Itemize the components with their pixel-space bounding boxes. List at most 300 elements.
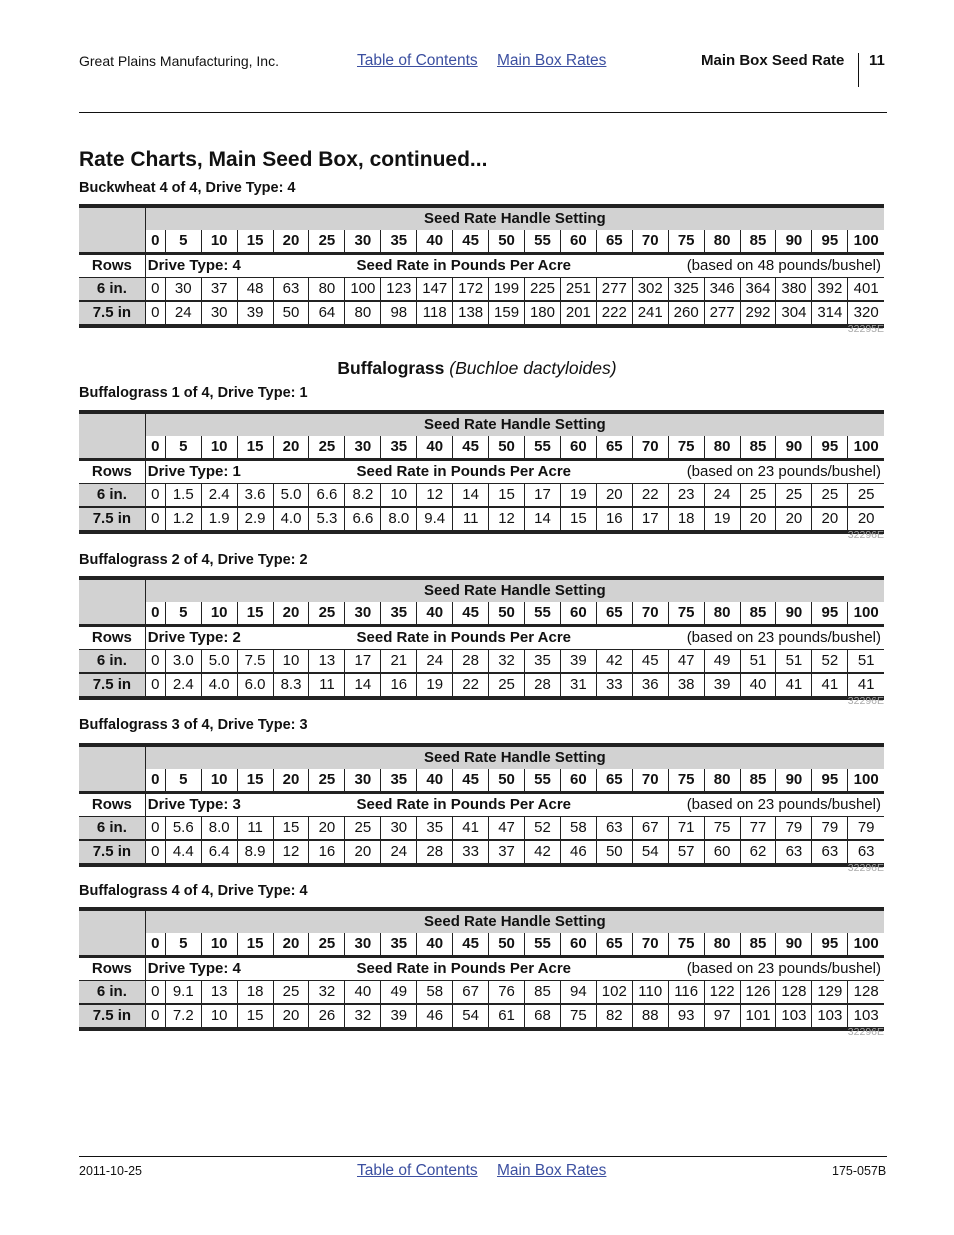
setting-value: 35	[381, 602, 417, 626]
settings-row	[79, 933, 884, 957]
setting-value: 40	[417, 602, 453, 626]
rate-cell: 37	[489, 840, 525, 865]
rate-cell: 12	[417, 484, 453, 508]
setting-value: 10	[201, 436, 237, 460]
labels-row	[79, 957, 884, 981]
rate-cell: 24	[381, 840, 417, 865]
setting-value: 95	[812, 602, 848, 626]
rate-cell: 88	[632, 1004, 668, 1029]
rate-cell: 6.0	[237, 673, 273, 698]
table-caption: Buffalograss 3 of 4, Drive Type: 3	[79, 717, 308, 733]
rate-cell: 63	[596, 817, 632, 841]
rate-cell: 75	[560, 1004, 596, 1029]
rate-cell: 20	[273, 1004, 309, 1029]
rate-cell: 52	[812, 650, 848, 674]
rate-cell: 16	[381, 673, 417, 698]
rate-cell: 25	[489, 673, 525, 698]
rate-cell: 9.1	[165, 981, 201, 1005]
page-title: Rate Charts, Main Seed Box, continued...	[79, 148, 488, 171]
rate-cell: 14	[345, 673, 381, 698]
rows-label: Rows	[79, 626, 145, 650]
setting-value: 70	[632, 602, 668, 626]
setting-value: 40	[417, 436, 453, 460]
rows-label: Rows	[79, 254, 145, 278]
drive-type-label: Drive Type: 4	[147, 960, 241, 977]
table-caption: Buckwheat 4 of 4, Drive Type: 4	[79, 180, 296, 196]
rate-cell: 7.5	[237, 650, 273, 674]
setting-value: 30	[345, 436, 381, 460]
setting-value: 75	[668, 436, 704, 460]
setting-value: 55	[525, 436, 561, 460]
rate-cell: 0	[145, 981, 165, 1005]
table-row	[79, 650, 884, 674]
rate-cell: 45	[632, 650, 668, 674]
labels-cell	[145, 793, 884, 817]
rate-cell: 31	[560, 673, 596, 698]
rate-cell: 325	[668, 278, 704, 302]
setting-value: 25	[309, 436, 345, 460]
setting-value: 0	[145, 602, 165, 626]
header-rule	[79, 112, 887, 113]
table-row	[79, 981, 884, 1005]
rate-cell: 4.4	[165, 840, 201, 865]
seed-rate-label: Seed Rate in Pounds Per Acre	[356, 629, 572, 646]
row-spacing-label: 6 in.	[79, 817, 145, 841]
setting-value: 60	[560, 436, 596, 460]
setting-value: 25	[309, 769, 345, 793]
rate-cell: 16	[309, 840, 345, 865]
header-title-row	[79, 206, 884, 230]
rate-cell: 126	[740, 981, 776, 1005]
rate-cell: 30	[165, 278, 201, 302]
rate-cell: 22	[632, 484, 668, 508]
rate-table-grid	[79, 743, 884, 867]
setting-value: 80	[704, 602, 740, 626]
setting-value: 85	[740, 602, 776, 626]
rate-cell: 39	[704, 673, 740, 698]
rate-cell: 0	[145, 673, 165, 698]
table-row	[79, 301, 884, 326]
drive-type-label: Drive Type: 2	[147, 629, 241, 646]
rate-cell: 80	[309, 278, 345, 302]
setting-value: 90	[776, 769, 812, 793]
setting-value: 5	[165, 436, 201, 460]
rate-cell: 122	[704, 981, 740, 1005]
rate-cell: 180	[525, 301, 561, 326]
drive-type-label: Drive Type: 3	[147, 796, 241, 813]
setting-value: 20	[273, 602, 309, 626]
rate-cell: 30	[381, 817, 417, 841]
corner-cell	[79, 745, 145, 793]
rate-cell: 40	[345, 981, 381, 1005]
rate-cell: 25	[273, 981, 309, 1005]
row-spacing-label: 6 in.	[79, 278, 145, 302]
rate-cell: 199	[489, 278, 525, 302]
rate-cell: 380	[776, 278, 812, 302]
rate-cell: 0	[145, 1004, 165, 1029]
rate-cell: 13	[201, 981, 237, 1005]
species-heading	[0, 358, 954, 379]
corner-cell	[79, 909, 145, 957]
table-row	[79, 484, 884, 508]
setting-value: 15	[237, 769, 273, 793]
rate-cell: 8.0	[201, 817, 237, 841]
species-common-name: Buffalograss	[337, 358, 445, 378]
rate-cell: 25	[345, 817, 381, 841]
figure-id: 32296E	[847, 695, 884, 707]
labels-row	[79, 626, 884, 650]
row-spacing-label: 7.5 in	[79, 1004, 145, 1029]
rate-cell: 5.0	[273, 484, 309, 508]
setting-value: 0	[145, 933, 165, 957]
rate-cell: 0	[145, 507, 165, 532]
table-of-contents-link[interactable]: Table of Contents	[357, 52, 478, 69]
setting-value: 45	[453, 436, 489, 460]
rate-cell: 39	[560, 650, 596, 674]
rate-cell: 47	[668, 650, 704, 674]
setting-value: 10	[201, 933, 237, 957]
rate-cell: 1.2	[165, 507, 201, 532]
bushel-basis: (based on 48 pounds/bushel)	[686, 257, 881, 274]
rate-cell: 49	[381, 981, 417, 1005]
setting-value: 70	[632, 933, 668, 957]
rate-cell: 241	[632, 301, 668, 326]
setting-value: 60	[560, 769, 596, 793]
footer-main-box-rates-link[interactable]: Main Box Rates	[497, 1162, 607, 1179]
rate-cell: 41	[812, 673, 848, 698]
setting-value: 80	[704, 769, 740, 793]
rate-cell: 98	[381, 301, 417, 326]
setting-value: 45	[453, 769, 489, 793]
rate-cell: 320	[848, 301, 884, 326]
rate-cell: 159	[489, 301, 525, 326]
setting-value: 75	[668, 230, 704, 254]
table-row	[79, 507, 884, 532]
settings-row	[79, 230, 884, 254]
document-number: 175-057B	[832, 1164, 887, 1178]
setting-value: 60	[560, 230, 596, 254]
rows-label: Rows	[79, 460, 145, 484]
rate-cell: 304	[776, 301, 812, 326]
rate-cell: 11	[453, 507, 489, 532]
setting-value: 45	[453, 230, 489, 254]
rate-cell: 38	[668, 673, 704, 698]
rate-cell: 32	[309, 981, 345, 1005]
setting-value: 55	[525, 230, 561, 254]
settings-row	[79, 769, 884, 793]
rate-cell: 1.5	[165, 484, 201, 508]
rate-cell: 77	[740, 817, 776, 841]
rate-cell: 97	[704, 1004, 740, 1029]
setting-value: 55	[525, 602, 561, 626]
rate-cell: 51	[848, 650, 884, 674]
setting-value: 30	[345, 769, 381, 793]
header-divider	[858, 53, 859, 87]
rate-cell: 15	[273, 817, 309, 841]
rate-cell: 19	[560, 484, 596, 508]
rate-cell: 25	[848, 484, 884, 508]
rate-cell: 6.4	[201, 840, 237, 865]
rate-cell: 57	[668, 840, 704, 865]
rate-cell: 302	[632, 278, 668, 302]
rate-cell: 35	[525, 650, 561, 674]
setting-value: 30	[345, 230, 381, 254]
setting-value: 20	[273, 933, 309, 957]
rate-cell: 0	[145, 817, 165, 841]
rate-cell: 128	[776, 981, 812, 1005]
figure-id: 32296E	[847, 529, 884, 541]
setting-value: 55	[525, 933, 561, 957]
seed-rate-label: Seed Rate in Pounds Per Acre	[356, 796, 572, 813]
setting-value: 50	[489, 230, 525, 254]
rate-cell: 76	[489, 981, 525, 1005]
rate-cell: 17	[345, 650, 381, 674]
setting-value: 15	[237, 230, 273, 254]
rate-cell: 32	[489, 650, 525, 674]
footer-table-of-contents-link[interactable]: Table of Contents	[357, 1162, 478, 1179]
rate-cell: 25	[776, 484, 812, 508]
rate-table	[79, 204, 884, 335]
setting-value: 75	[668, 933, 704, 957]
rate-cell: 3.6	[237, 484, 273, 508]
rate-cell: 48	[237, 278, 273, 302]
setting-value: 65	[596, 230, 632, 254]
setting-value: 40	[417, 769, 453, 793]
rate-cell: 2.4	[201, 484, 237, 508]
labels-inner	[148, 627, 884, 649]
row-spacing-label: 6 in.	[79, 650, 145, 674]
bushel-basis: (based on 23 pounds/bushel)	[686, 960, 881, 977]
rate-cell: 277	[704, 301, 740, 326]
rate-cell: 110	[632, 981, 668, 1005]
rate-cell: 19	[417, 673, 453, 698]
setting-value: 100	[848, 230, 884, 254]
rate-cell: 94	[560, 981, 596, 1005]
rate-cell: 63	[848, 840, 884, 865]
rate-cell: 10	[381, 484, 417, 508]
rate-cell: 314	[812, 301, 848, 326]
rate-cell: 42	[596, 650, 632, 674]
setting-value: 5	[165, 933, 201, 957]
header-title-row	[79, 745, 884, 769]
rate-cell: 14	[525, 507, 561, 532]
rate-cell: 5.0	[201, 650, 237, 674]
rate-cell: 39	[237, 301, 273, 326]
rate-table-grid	[79, 410, 884, 534]
setting-value: 50	[489, 769, 525, 793]
species-scientific-name: (Buchloe dactyloides)	[449, 358, 617, 378]
rate-cell: 392	[812, 278, 848, 302]
setting-value: 65	[596, 769, 632, 793]
setting-value: 60	[560, 933, 596, 957]
rate-cell: 24	[704, 484, 740, 508]
seed-rate-label: Seed Rate in Pounds Per Acre	[356, 257, 572, 274]
rate-cell: 63	[776, 840, 812, 865]
rate-cell: 63	[812, 840, 848, 865]
corner-cell	[79, 206, 145, 254]
rate-cell: 103	[812, 1004, 848, 1029]
setting-value: 35	[381, 933, 417, 957]
rate-cell: 3.0	[165, 650, 201, 674]
revision-date: 2011-10-25	[79, 1164, 143, 1178]
setting-value: 100	[848, 769, 884, 793]
rate-cell: 50	[273, 301, 309, 326]
rate-cell: 79	[812, 817, 848, 841]
setting-value: 85	[740, 230, 776, 254]
rate-cell: 40	[740, 673, 776, 698]
rate-cell: 23	[668, 484, 704, 508]
rate-cell: 46	[417, 1004, 453, 1029]
rate-table-grid	[79, 204, 884, 328]
rate-cell: 41	[453, 817, 489, 841]
labels-cell	[145, 254, 884, 278]
setting-value: 25	[309, 602, 345, 626]
footer-rule	[79, 1156, 887, 1157]
setting-value: 100	[848, 602, 884, 626]
rate-cell: 24	[165, 301, 201, 326]
setting-value: 95	[812, 769, 848, 793]
rate-cell: 42	[525, 840, 561, 865]
rate-cell: 5.3	[309, 507, 345, 532]
seed-rate-label: Seed Rate in Pounds Per Acre	[356, 960, 572, 977]
bushel-basis: (based on 23 pounds/bushel)	[686, 463, 881, 480]
setting-value: 15	[237, 436, 273, 460]
setting-value: 35	[381, 230, 417, 254]
rate-cell: 0	[145, 278, 165, 302]
rate-cell: 401	[848, 278, 884, 302]
rate-cell: 2.9	[237, 507, 273, 532]
setting-value: 20	[273, 769, 309, 793]
rate-cell: 103	[776, 1004, 812, 1029]
table-caption: Buffalograss 2 of 4, Drive Type: 2	[79, 552, 308, 568]
rate-cell: 4.0	[273, 507, 309, 532]
rate-cell: 20	[740, 507, 776, 532]
rate-cell: 100	[345, 278, 381, 302]
header-title-row	[79, 578, 884, 602]
rate-cell: 20	[812, 507, 848, 532]
setting-value: 60	[560, 602, 596, 626]
rate-cell: 80	[345, 301, 381, 326]
table-row	[79, 817, 884, 841]
rate-cell: 50	[596, 840, 632, 865]
rate-cell: 36	[632, 673, 668, 698]
labels-inner	[148, 461, 884, 483]
setting-value: 20	[273, 230, 309, 254]
rate-cell: 10	[273, 650, 309, 674]
rate-cell: 28	[453, 650, 489, 674]
page-number: 11	[869, 52, 885, 69]
rate-cell: 79	[776, 817, 812, 841]
setting-value: 95	[812, 933, 848, 957]
rate-cell: 19	[704, 507, 740, 532]
header-title-row	[79, 909, 884, 933]
setting-value: 90	[776, 933, 812, 957]
rate-cell: 54	[453, 1004, 489, 1029]
rate-cell: 67	[453, 981, 489, 1005]
rate-table	[79, 576, 884, 707]
rate-cell: 8.3	[273, 673, 309, 698]
rate-cell: 51	[776, 650, 812, 674]
rate-cell: 0	[145, 650, 165, 674]
setting-value: 85	[740, 769, 776, 793]
setting-value: 45	[453, 602, 489, 626]
labels-cell	[145, 626, 884, 650]
rate-cell: 13	[309, 650, 345, 674]
rate-cell: 10	[201, 1004, 237, 1029]
rate-cell: 47	[489, 817, 525, 841]
rate-cell: 116	[668, 981, 704, 1005]
rate-cell: 138	[453, 301, 489, 326]
setting-value: 50	[489, 933, 525, 957]
rate-cell: 14	[453, 484, 489, 508]
rate-cell: 16	[596, 507, 632, 532]
table-row	[79, 278, 884, 302]
bushel-basis: (based on 23 pounds/bushel)	[686, 629, 881, 646]
company-name: Great Plains Manufacturing, Inc.	[79, 53, 279, 69]
setting-value: 65	[596, 436, 632, 460]
main-box-rates-link[interactable]: Main Box Rates	[497, 52, 607, 69]
rate-table-grid	[79, 907, 884, 1031]
settings-row	[79, 602, 884, 626]
table-row	[79, 673, 884, 698]
rate-cell: 0	[145, 840, 165, 865]
handle-setting-header: Seed Rate Handle Setting	[145, 909, 884, 933]
setting-value: 40	[417, 230, 453, 254]
row-spacing-label: 6 in.	[79, 484, 145, 508]
rate-cell: 54	[632, 840, 668, 865]
corner-cell	[79, 578, 145, 626]
drive-type-label: Drive Type: 4	[147, 257, 241, 274]
setting-value: 25	[309, 933, 345, 957]
setting-value: 15	[237, 602, 273, 626]
table-row	[79, 840, 884, 865]
handle-setting-header: Seed Rate Handle Setting	[145, 745, 884, 769]
rate-cell: 22	[453, 673, 489, 698]
rate-cell: 71	[668, 817, 704, 841]
rate-cell: 147	[417, 278, 453, 302]
rate-cell: 17	[525, 484, 561, 508]
labels-inner	[148, 255, 884, 277]
figure-id: 32295E	[847, 323, 884, 335]
rate-cell: 8.9	[237, 840, 273, 865]
rate-cell: 18	[237, 981, 273, 1005]
setting-value: 55	[525, 769, 561, 793]
setting-value: 100	[848, 436, 884, 460]
setting-value: 90	[776, 230, 812, 254]
setting-value: 80	[704, 436, 740, 460]
row-spacing-label: 7.5 in	[79, 673, 145, 698]
setting-value: 90	[776, 602, 812, 626]
setting-value: 75	[668, 769, 704, 793]
row-spacing-label: 7.5 in	[79, 507, 145, 532]
setting-value: 90	[776, 436, 812, 460]
rate-cell: 49	[704, 650, 740, 674]
rate-cell: 79	[848, 817, 884, 841]
setting-value: 95	[812, 230, 848, 254]
setting-value: 45	[453, 933, 489, 957]
rate-cell: 9.4	[417, 507, 453, 532]
rate-cell: 41	[776, 673, 812, 698]
setting-value: 50	[489, 602, 525, 626]
setting-value: 0	[145, 230, 165, 254]
rate-cell: 364	[740, 278, 776, 302]
rate-cell: 35	[417, 817, 453, 841]
header-title-row	[79, 412, 884, 436]
rate-cell: 222	[596, 301, 632, 326]
rate-cell: 75	[704, 817, 740, 841]
setting-value: 40	[417, 933, 453, 957]
rate-cell: 7.2	[165, 1004, 201, 1029]
